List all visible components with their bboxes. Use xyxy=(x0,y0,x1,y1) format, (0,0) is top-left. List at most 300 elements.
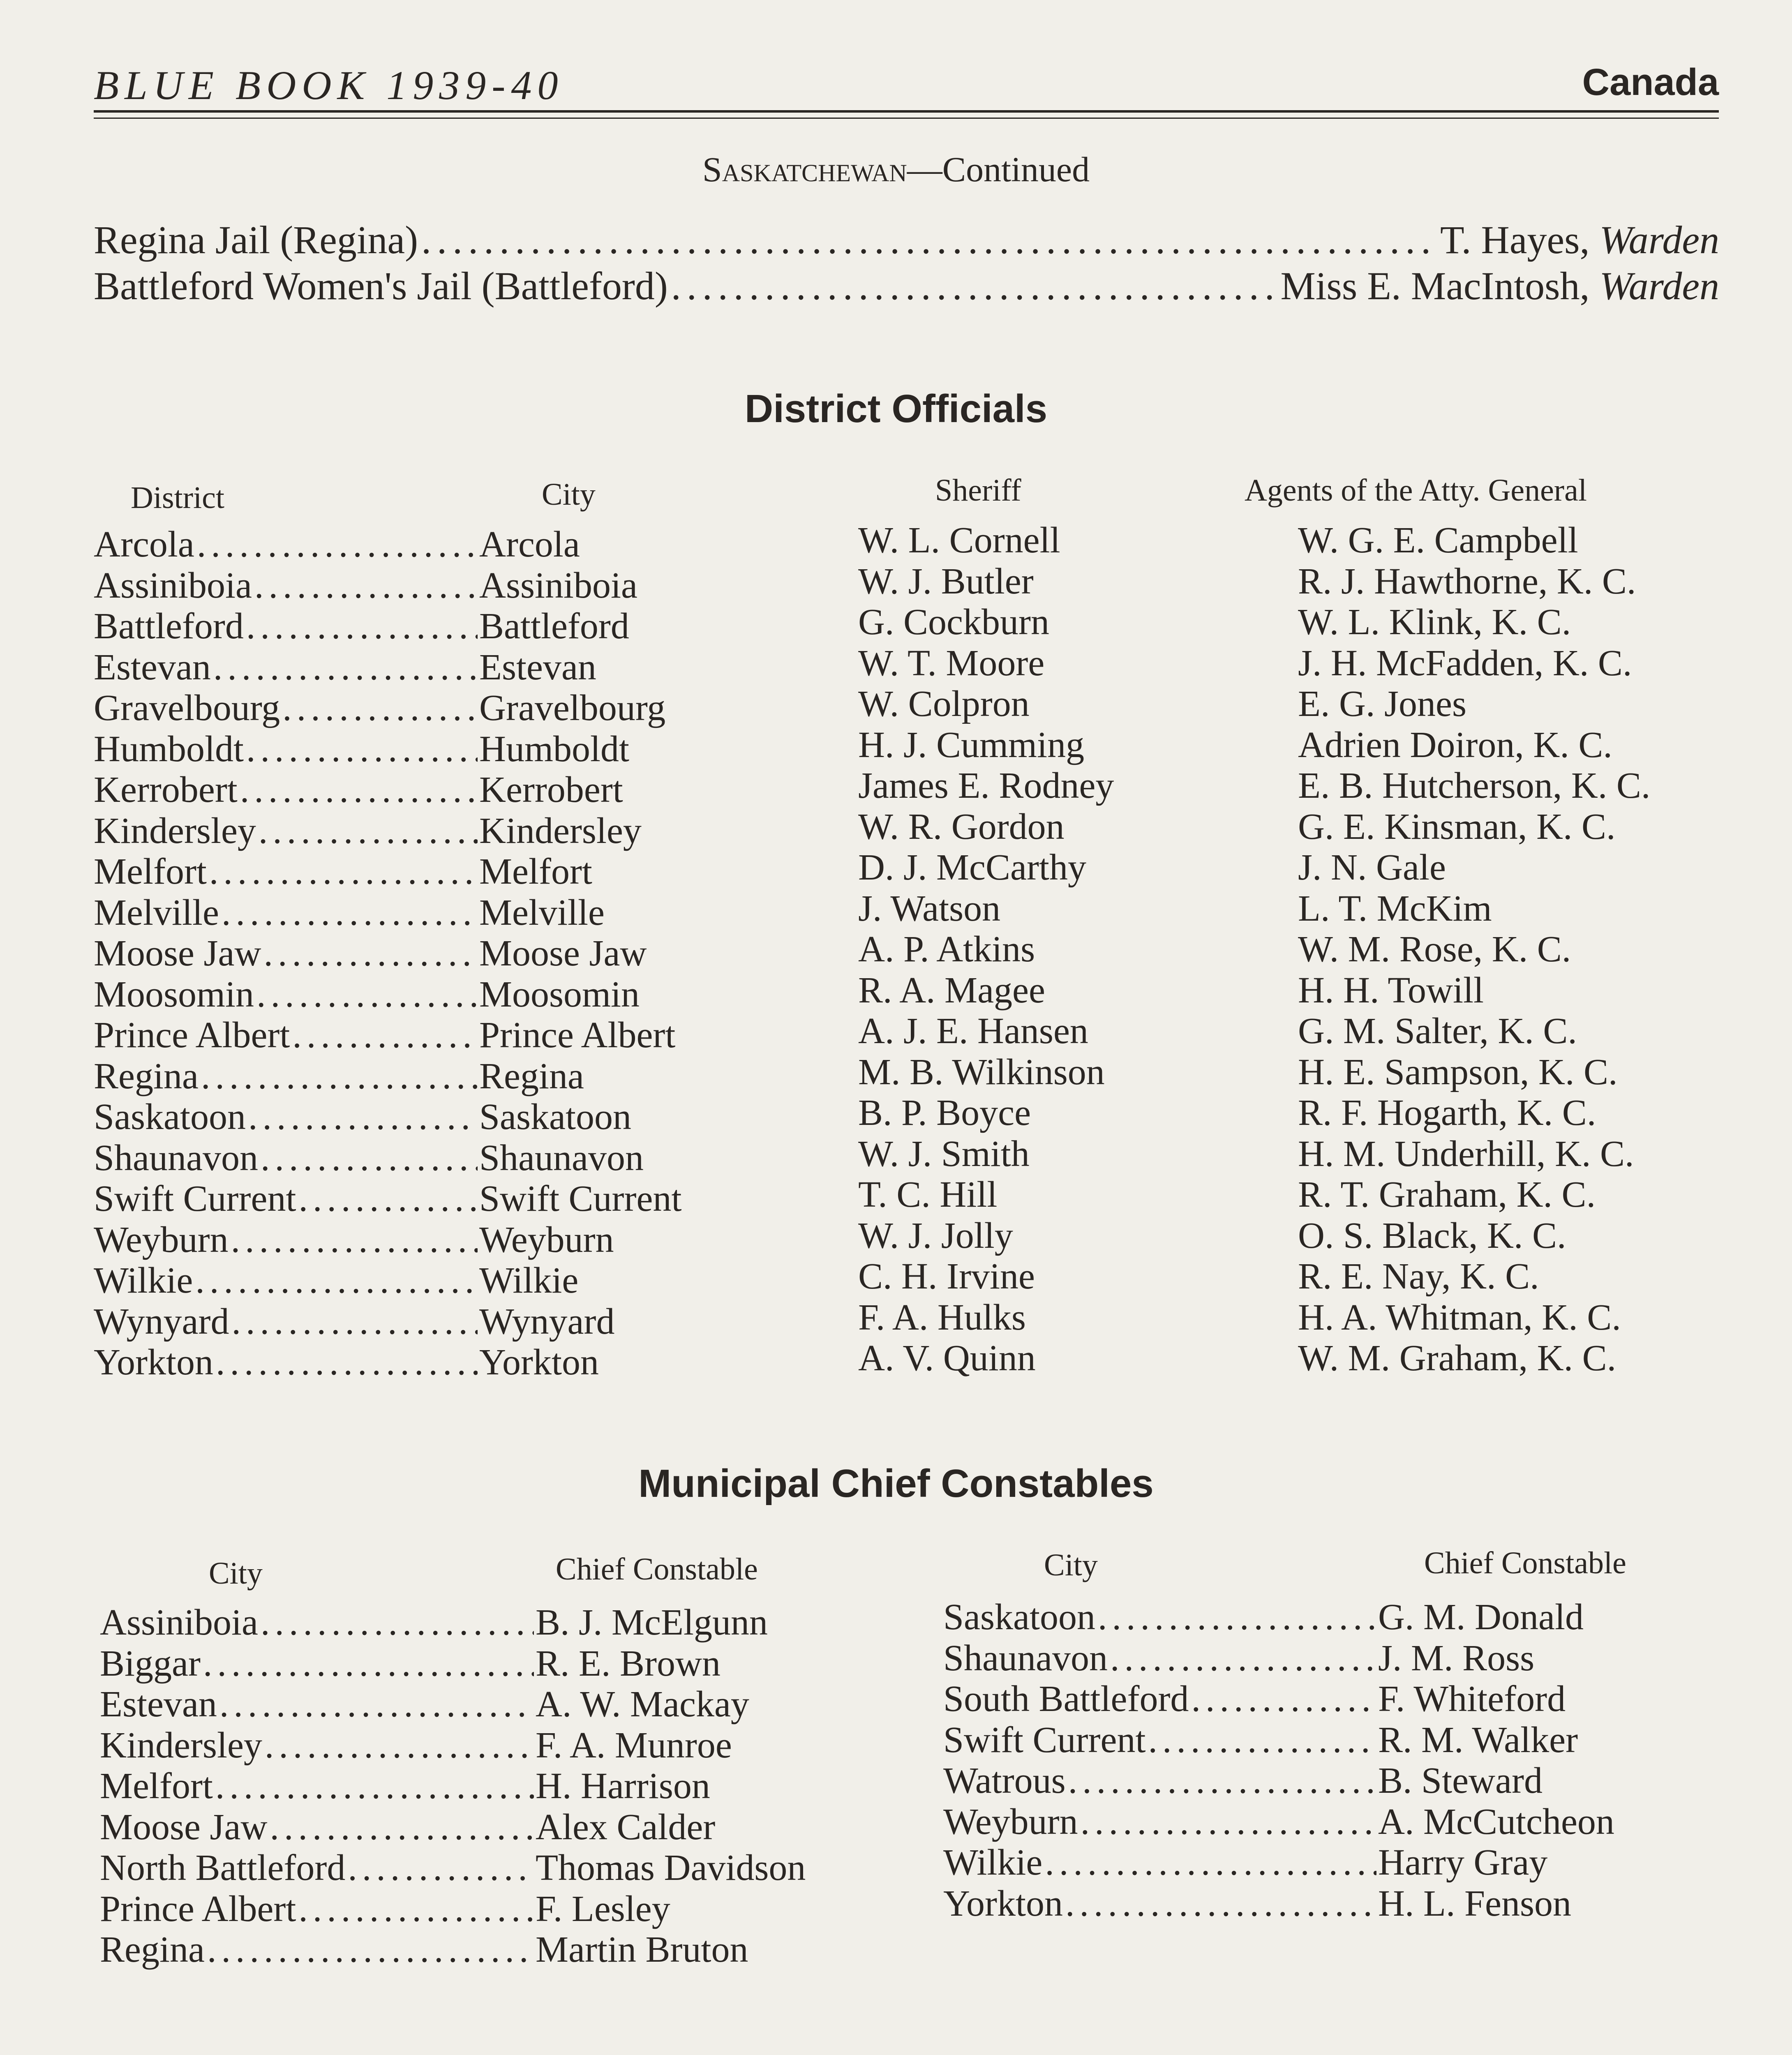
city-cell xyxy=(479,729,681,770)
district-cell-text: Estevan xyxy=(94,647,211,688)
sheriff-cell xyxy=(858,602,1114,643)
dot-leader xyxy=(1065,1883,1376,1924)
dot-leader xyxy=(1098,1597,1376,1638)
sheriff-cell xyxy=(858,1256,1114,1297)
constable-city-cell-text: Swift Current xyxy=(943,1719,1146,1760)
province-heading xyxy=(0,149,1792,190)
constable-city-cell xyxy=(100,1929,536,1970)
sheriff-cell-text: R. A. Magee xyxy=(858,970,1045,1011)
constable-city-cell xyxy=(100,1847,536,1889)
dot-leader xyxy=(292,1015,478,1056)
sheriff-cell xyxy=(858,1011,1114,1052)
dot-leader xyxy=(298,1178,478,1219)
col-header-agents: Agents of the Atty. General xyxy=(1245,473,1587,508)
constable-city-cell-text: Saskatoon xyxy=(943,1597,1095,1637)
col-header-sheriff: Sheriff xyxy=(935,473,1021,508)
city-cell-text: Estevan xyxy=(479,647,596,688)
dot-leader xyxy=(261,1602,534,1643)
sheriff-cell xyxy=(858,1174,1114,1215)
institution-name: Regina Jail (Regina) xyxy=(94,218,418,262)
header-rule-thin xyxy=(94,118,1719,119)
city-cell xyxy=(479,606,681,647)
agent-cell xyxy=(1298,1256,1650,1297)
sheriff-cell xyxy=(858,806,1114,847)
city-cell-text: Melville xyxy=(479,892,605,933)
district-cell-text: Weyburn xyxy=(94,1219,229,1260)
dot-leader xyxy=(298,1889,534,1930)
city-cell xyxy=(479,1015,681,1056)
sheriff-cell-text: W. Colpron xyxy=(858,683,1030,724)
constable-city-cell-text: Watrous xyxy=(943,1760,1066,1801)
district-cell xyxy=(94,688,479,729)
constable-name-cell-text: Alex Calder xyxy=(536,1806,716,1847)
agent-cell xyxy=(1298,888,1650,929)
district-officials-heading: District Officials xyxy=(744,387,1048,431)
agent-cell-text: E. B. Hutcherson, K. C. xyxy=(1298,765,1651,806)
district-cell xyxy=(94,974,479,1015)
constable-name-cell-text: Thomas Davidson xyxy=(536,1847,806,1888)
agent-cell-text: G. M. Salter, K. C. xyxy=(1298,1011,1577,1051)
constable-city-cell xyxy=(100,1684,536,1725)
constable-city-cell xyxy=(100,1889,536,1930)
district-cell-text: Shaunavon xyxy=(94,1137,258,1178)
agent-cell xyxy=(1298,1011,1650,1052)
constable-city-cell xyxy=(100,1602,536,1643)
city-cell xyxy=(479,1219,681,1261)
constable-name-cell-text: Martin Bruton xyxy=(536,1929,748,1970)
dot-leader xyxy=(215,1766,534,1807)
city-cell xyxy=(479,1260,681,1301)
city-cell xyxy=(479,892,681,933)
institution-name: Battleford Women's Jail (Battleford) xyxy=(94,264,668,308)
constable-name-cell xyxy=(536,1807,806,1848)
city-cell-text: Swift Current xyxy=(479,1178,682,1219)
city-cell-text: Arcola xyxy=(479,524,580,565)
constable-name-cell xyxy=(1378,1760,1614,1801)
institution-row xyxy=(94,263,1719,309)
constable-name-cell xyxy=(536,1602,806,1643)
constable-city-cell-text: Yorkton xyxy=(943,1883,1063,1924)
sheriff-cell-text: W. J. Butler xyxy=(858,561,1034,602)
continued-label: —Continued xyxy=(907,150,1090,189)
city-cell xyxy=(479,1301,681,1342)
agent-cell xyxy=(1298,683,1650,725)
city-cell xyxy=(479,1342,681,1383)
city-cell-text: Kindersley xyxy=(479,810,642,851)
sheriff-cell-text: W. J. Jolly xyxy=(858,1215,1013,1256)
constable-city-left-column xyxy=(100,1602,536,1970)
dot-leader xyxy=(213,647,478,688)
agent-cell-text: W. M. Graham, K. C. xyxy=(1298,1338,1616,1378)
sheriff-cell-text: W. T. Moore xyxy=(858,642,1045,683)
constable-name-cell-text: J. M. Ross xyxy=(1378,1637,1535,1679)
sheriff-cell xyxy=(858,643,1114,684)
dot-leader xyxy=(231,1301,478,1342)
official-title: Warden xyxy=(1599,218,1719,262)
constable-city-cell xyxy=(100,1643,536,1684)
constable-name-cell xyxy=(536,1929,806,1970)
agent-cell-text: W. M. Rose, K. C. xyxy=(1298,929,1571,970)
dot-leader xyxy=(203,1643,534,1684)
constable-name-cell-text: G. M. Donald xyxy=(1378,1597,1584,1637)
district-cell-text: Wilkie xyxy=(94,1260,193,1301)
city-cell xyxy=(479,1097,681,1138)
agent-cell xyxy=(1298,806,1650,847)
district-cell-text: Arcola xyxy=(94,524,194,565)
dot-leader xyxy=(348,1847,534,1889)
agent-cell xyxy=(1298,725,1650,766)
institution-official: T. Hayes, xyxy=(1440,218,1590,262)
district-cell xyxy=(94,1219,479,1261)
dot-leader xyxy=(246,729,478,770)
sheriff-cell xyxy=(858,1215,1114,1256)
dot-leader xyxy=(265,1725,534,1766)
city-cell xyxy=(479,1138,681,1179)
dot-leader xyxy=(263,933,478,974)
dot-leader xyxy=(209,851,478,892)
constable-name-cell-text: Harry Gray xyxy=(1378,1842,1548,1883)
dot-leader xyxy=(248,1097,478,1138)
city-cell xyxy=(479,933,681,974)
agent-cell xyxy=(1298,929,1650,970)
constable-name-cell-text: A. W. Mackay xyxy=(536,1684,749,1725)
constable-name-cell xyxy=(1378,1842,1614,1883)
agent-cell xyxy=(1298,1092,1650,1134)
city-cell-text: Kerrobert xyxy=(479,769,623,810)
district-cell xyxy=(94,565,479,606)
sheriff-cell xyxy=(858,888,1114,929)
sheriff-cell xyxy=(858,1134,1114,1175)
city-cell xyxy=(479,688,681,729)
constable-city-cell xyxy=(943,1883,1378,1924)
constable-name-cell-text: R. E. Brown xyxy=(536,1643,720,1684)
district-cell-text: Wynyard xyxy=(94,1301,229,1342)
sheriff-cell xyxy=(858,520,1114,561)
district-cell-text: Gravelbourg xyxy=(94,688,280,728)
district-cell xyxy=(94,647,479,688)
constable-city-cell xyxy=(943,1638,1378,1679)
district-cell-text: Assiniboia xyxy=(94,565,252,606)
constable-name-cell-text: B. J. McElgunn xyxy=(536,1602,768,1643)
dot-leader xyxy=(1045,1842,1376,1883)
constable-name-cell xyxy=(536,1766,806,1807)
sheriff-cell-text: W. L. Cornell xyxy=(858,520,1060,561)
dot-leader xyxy=(207,1929,534,1970)
district-cell xyxy=(94,769,479,810)
sheriff-cell-text: J. Watson xyxy=(858,888,1001,929)
agent-cell-text: H. H. Towill xyxy=(1298,970,1484,1011)
constable-city-cell xyxy=(100,1725,536,1766)
sheriff-cell xyxy=(858,1297,1114,1338)
constable-city-cell-text: Melfort xyxy=(100,1766,213,1806)
constable-name-cell xyxy=(1378,1679,1614,1720)
dot-leader xyxy=(197,524,478,565)
district-cell xyxy=(94,1301,479,1342)
sheriff-cell-text: James E. Rodney xyxy=(858,765,1114,806)
city-cell-text: Yorkton xyxy=(479,1342,599,1383)
constable-name-cell xyxy=(1378,1801,1614,1843)
agent-cell-text: J. H. McFadden, K. C. xyxy=(1298,642,1632,683)
district-cell xyxy=(94,1015,479,1056)
agent-cell xyxy=(1298,520,1650,561)
constable-city-cell-text: Assiniboia xyxy=(100,1602,259,1643)
col-header-city-left: City xyxy=(209,1556,263,1591)
district-cell xyxy=(94,933,479,974)
sheriff-column xyxy=(858,520,1114,1379)
dot-leader xyxy=(671,263,1277,309)
district-cell xyxy=(94,1178,479,1219)
sheriff-cell-text: W. J. Smith xyxy=(858,1133,1030,1174)
constable-name-cell xyxy=(1378,1638,1614,1679)
agent-cell xyxy=(1298,561,1650,602)
agent-cell xyxy=(1298,1338,1650,1379)
sheriff-cell-text: B. P. Boyce xyxy=(858,1092,1031,1133)
district-cell-text: Yorkton xyxy=(94,1342,213,1383)
district-cell xyxy=(94,1097,479,1138)
constable-name-cell xyxy=(1378,1597,1614,1638)
city-cell xyxy=(479,1178,681,1219)
dot-leader xyxy=(1081,1801,1376,1843)
constable-city-cell-text: North Battleford xyxy=(100,1847,346,1888)
city-cell-text: Prince Albert xyxy=(479,1015,676,1055)
dot-leader xyxy=(282,688,478,729)
constable-city-cell-text: Wilkie xyxy=(943,1842,1043,1883)
col-header-district: District xyxy=(131,480,224,515)
sheriff-cell xyxy=(858,683,1114,725)
district-cell xyxy=(94,524,479,565)
agent-cell xyxy=(1298,1134,1650,1175)
city-cell-text: Gravelbourg xyxy=(479,688,666,728)
constable-name-cell-text: B. Steward xyxy=(1378,1760,1543,1801)
city-cell-text: Battleford xyxy=(479,606,629,647)
constable-city-cell xyxy=(943,1801,1378,1843)
sheriff-cell-text: D. J. McCarthy xyxy=(858,847,1086,888)
agent-cell-text: H. M. Underhill, K. C. xyxy=(1298,1133,1634,1174)
district-cell-text: Regina xyxy=(94,1055,199,1097)
constable-city-cell xyxy=(943,1679,1378,1720)
agent-cell-text: R. E. Nay, K. C. xyxy=(1298,1256,1539,1297)
district-cell-text: Prince Albert xyxy=(94,1015,290,1055)
sheriff-cell-text: A. J. E. Hansen xyxy=(858,1011,1088,1051)
city-cell-text: Regina xyxy=(479,1055,584,1097)
constable-name-left-column xyxy=(536,1602,806,1970)
agent-cell xyxy=(1298,970,1650,1011)
city-cell xyxy=(479,524,681,565)
constable-city-cell xyxy=(100,1807,536,1848)
constable-name-cell xyxy=(1378,1883,1614,1924)
city-cell xyxy=(479,1056,681,1097)
sheriff-cell-text: W. R. Gordon xyxy=(858,806,1065,847)
district-cell xyxy=(94,1056,479,1097)
sheriff-cell xyxy=(858,561,1114,602)
constable-city-cell xyxy=(943,1842,1378,1883)
constable-city-cell xyxy=(100,1766,536,1807)
agents-column xyxy=(1298,520,1650,1379)
constable-name-cell-text: R. M. Walker xyxy=(1378,1719,1578,1760)
dot-leader xyxy=(1068,1760,1376,1801)
constable-city-cell-text: Biggar xyxy=(100,1643,201,1684)
sheriff-cell xyxy=(858,847,1114,888)
district-cell xyxy=(94,1342,479,1383)
agent-cell-text: W. L. Klink, K. C. xyxy=(1298,602,1571,642)
district-cell-text: Melfort xyxy=(94,851,207,892)
constable-name-cell-text: F. A. Munroe xyxy=(536,1725,732,1766)
running-header-title: BLUE BOOK 1939-40 xyxy=(94,62,564,108)
agent-cell-text: W. G. E. Campbell xyxy=(1298,520,1578,561)
city-cell-text: Wynyard xyxy=(479,1301,615,1342)
constable-city-cell-text: Weyburn xyxy=(943,1801,1078,1842)
agent-cell-text: L. T. McKim xyxy=(1298,888,1492,929)
agent-cell xyxy=(1298,602,1650,643)
col-header-constable-left: Chief Constable xyxy=(556,1552,758,1586)
constable-city-cell xyxy=(943,1720,1378,1761)
sheriff-cell xyxy=(858,1092,1114,1134)
dot-leader xyxy=(1148,1720,1376,1761)
constable-name-cell xyxy=(1378,1720,1614,1761)
official-title: Warden xyxy=(1599,264,1719,308)
dot-leader xyxy=(219,1684,534,1725)
city-cell-text: Shaunavon xyxy=(479,1137,644,1178)
district-cell xyxy=(94,892,479,933)
sheriff-cell xyxy=(858,765,1114,806)
province-name: Saskatchewan xyxy=(702,150,907,189)
dot-leader xyxy=(270,1807,534,1848)
city-cell-text: Saskatoon xyxy=(479,1097,631,1137)
city-cell-text: Moose Jaw xyxy=(479,933,647,974)
agent-cell xyxy=(1298,765,1650,806)
district-cell xyxy=(94,1260,479,1301)
agent-cell-text: Adrien Doiron, K. C. xyxy=(1298,724,1612,765)
agent-cell-text: E. G. Jones xyxy=(1298,683,1466,724)
agent-cell-text: H. A. Whitman, K. C. xyxy=(1298,1297,1621,1338)
dot-leader xyxy=(1191,1679,1376,1720)
agent-cell-text: J. N. Gale xyxy=(1298,847,1446,888)
city-cell-text: Moosomin xyxy=(479,974,640,1015)
sheriff-cell-text: F. A. Hulks xyxy=(858,1297,1026,1338)
constable-name-cell-text: F. Lesley xyxy=(536,1888,670,1929)
city-cell-text: Wilkie xyxy=(479,1260,579,1301)
district-cell-text: Kerrobert xyxy=(94,769,238,810)
sheriff-cell xyxy=(858,725,1114,766)
city-cell-text: Humboldt xyxy=(479,728,630,769)
district-cell xyxy=(94,1138,479,1179)
constable-city-cell xyxy=(943,1597,1378,1638)
agent-cell-text: O. S. Black, K. C. xyxy=(1298,1215,1566,1256)
dot-leader xyxy=(1110,1638,1376,1679)
district-cell xyxy=(94,606,479,647)
sheriff-cell xyxy=(858,929,1114,970)
agent-cell-text: R. T. Graham, K. C. xyxy=(1298,1174,1596,1215)
agent-cell xyxy=(1298,1215,1650,1256)
dot-leader xyxy=(240,769,478,810)
dot-leader xyxy=(195,1260,478,1301)
agent-cell-text: H. E. Sampson, K. C. xyxy=(1298,1051,1618,1092)
agent-cell xyxy=(1298,643,1650,684)
institution-row xyxy=(94,217,1719,263)
constable-city-cell-text: Prince Albert xyxy=(100,1888,296,1929)
city-cell xyxy=(479,769,681,810)
constable-name-cell-text: F. Whiteford xyxy=(1378,1679,1566,1719)
city-cell xyxy=(479,851,681,892)
sheriff-cell-text: A. V. Quinn xyxy=(858,1338,1036,1378)
district-cell-text: Kindersley xyxy=(94,810,256,851)
constable-city-right-column xyxy=(943,1597,1378,1924)
district-cell-text: Melville xyxy=(94,892,219,933)
dot-leader xyxy=(259,810,478,852)
header-rule xyxy=(94,110,1719,113)
city-cell-text: Weyburn xyxy=(479,1219,614,1260)
chief-constables-heading: Municipal Chief Constables xyxy=(638,1462,1154,1505)
constable-city-cell-text: Kindersley xyxy=(100,1725,262,1766)
sheriff-cell-text: G. Cockburn xyxy=(858,602,1049,642)
city-cell-text: Melfort xyxy=(479,851,592,892)
dot-leader xyxy=(201,1056,478,1097)
district-cell-text: Moosomin xyxy=(94,974,254,1015)
sheriff-cell-text: A. P. Atkins xyxy=(858,929,1035,970)
col-header-city-right: City xyxy=(1044,1548,1098,1582)
city-cell-text: Assiniboia xyxy=(479,565,638,606)
constable-name-cell xyxy=(536,1889,806,1930)
district-cell-text: Saskatoon xyxy=(94,1097,246,1137)
agent-cell xyxy=(1298,847,1650,888)
agent-cell xyxy=(1298,1052,1650,1093)
district-cell xyxy=(94,729,479,770)
constable-city-cell-text: South Battleford xyxy=(943,1679,1189,1719)
constable-name-cell xyxy=(536,1847,806,1889)
constable-name-cell xyxy=(536,1725,806,1766)
district-column xyxy=(94,524,479,1383)
constable-name-right-column xyxy=(1378,1597,1614,1924)
sheriff-cell-text: C. H. Irvine xyxy=(858,1256,1035,1297)
dot-leader xyxy=(261,1138,478,1179)
district-cell-text: Battleford xyxy=(94,606,244,647)
city-cell xyxy=(479,565,681,606)
sheriff-cell xyxy=(858,1052,1114,1093)
city-cell xyxy=(479,647,681,688)
sheriff-cell-text: T. C. Hill xyxy=(858,1174,998,1215)
city-column xyxy=(479,524,681,1383)
constable-city-cell xyxy=(943,1760,1378,1801)
constable-city-cell-text: Shaunavon xyxy=(943,1637,1108,1679)
agent-cell-text: R. J. Hawthorne, K. C. xyxy=(1298,561,1636,602)
sheriff-cell xyxy=(858,1338,1114,1379)
agent-cell xyxy=(1298,1297,1650,1338)
city-cell xyxy=(479,974,681,1015)
sheriff-cell-text: H. J. Cumming xyxy=(858,724,1085,765)
col-header-constable-right: Chief Constable xyxy=(1424,1546,1626,1580)
constable-city-cell-text: Estevan xyxy=(100,1684,217,1725)
dot-leader xyxy=(231,1219,478,1261)
constable-name-cell-text: A. McCutcheon xyxy=(1378,1801,1614,1842)
running-header-section: Canada xyxy=(1582,61,1719,103)
dot-leader xyxy=(256,974,478,1015)
col-header-city: City xyxy=(542,477,596,512)
agent-cell-text: R. F. Hogarth, K. C. xyxy=(1298,1092,1596,1133)
institution-official: Miss E. MacIntosh, xyxy=(1280,264,1590,308)
district-cell xyxy=(94,851,479,892)
district-cell-text: Moose Jaw xyxy=(94,933,261,974)
dot-leader xyxy=(222,892,478,933)
constable-name-cell-text: H. L. Fenson xyxy=(1378,1883,1571,1924)
city-cell xyxy=(479,810,681,852)
district-cell xyxy=(94,810,479,852)
agent-cell-text: G. E. Kinsman, K. C. xyxy=(1298,806,1616,847)
district-cell-text: Swift Current xyxy=(94,1178,296,1219)
sheriff-cell-text: M. B. Wilkinson xyxy=(858,1051,1105,1092)
sheriff-cell xyxy=(858,970,1114,1011)
constable-name-cell-text: H. Harrison xyxy=(536,1766,710,1806)
agent-cell xyxy=(1298,1174,1650,1215)
